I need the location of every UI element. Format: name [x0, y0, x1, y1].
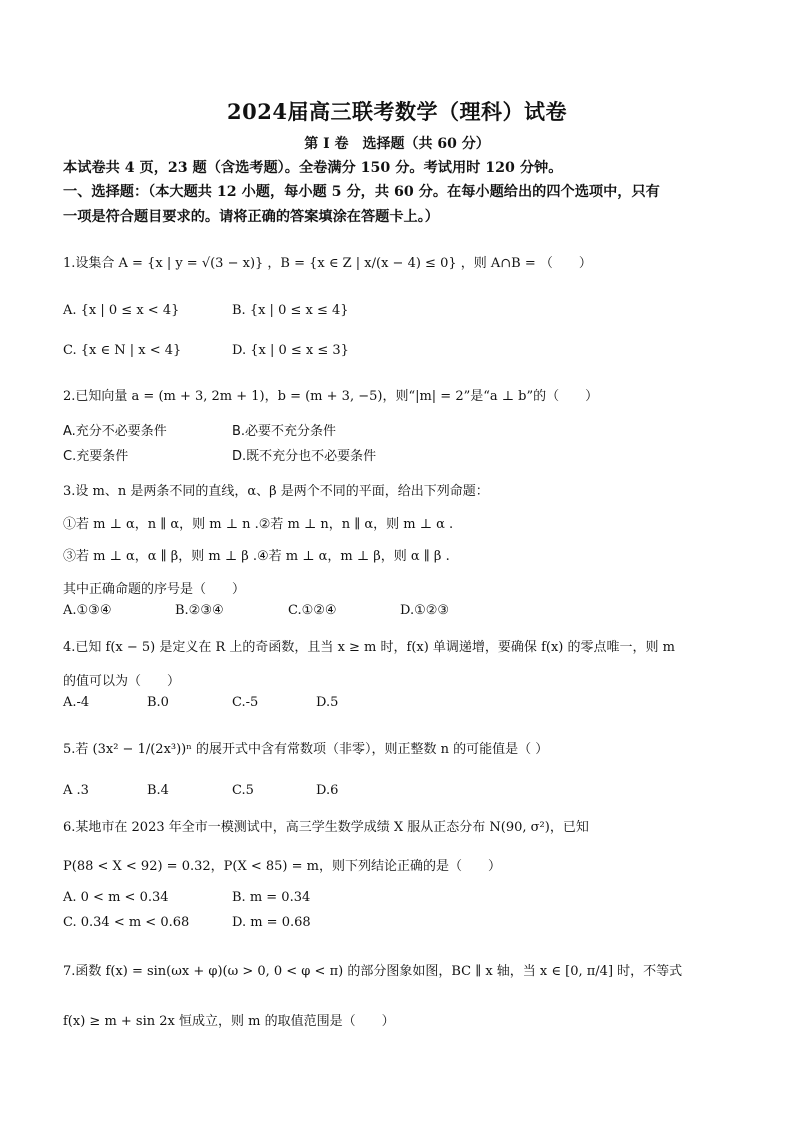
question-3-option-d[interactable]: D.①②③: [400, 603, 450, 618]
exam-subtitle: 第 I 卷 选择题（共 60 分）: [304, 136, 490, 152]
section-instructions-line1: 一、选择题：（本大题共 12 小题，每小题 5 分，共 60 分。在每小题给出的四个选项中，只有: [63, 184, 660, 200]
question-7-stem: 7.函数 f(x) = sin(ωx + φ)(ω > 0, 0 < φ < π) 的部分图象如图，BC ∥ x 轴，当 x ∈ [0, π/4] 时，不等式: [63, 964, 683, 979]
question-3-stem: 3.设 m、n 是两条不同的直线，α、β 是两个不同的平面，给出下列命题：: [63, 484, 489, 499]
question-1-option-a[interactable]: A. {x | 0 ≤ x < 4}: [63, 303, 180, 318]
question-7-stem-continued: f(x) ≥ m + sin 2x 恒成立，则 m 的取值范围是（ ）: [63, 1014, 395, 1029]
question-6-option-a[interactable]: A. 0 < m < 0.34: [63, 890, 169, 905]
question-3-propositions-2: ③若 m ⊥ α，α ∥ β，则 m ⊥ β .④若 m ⊥ α，m ⊥ β，则 α ∥ β .: [63, 549, 450, 564]
question-4-option-b[interactable]: B.0: [147, 695, 169, 710]
question-5-option-d[interactable]: D.6: [316, 783, 339, 798]
question-6-option-b[interactable]: B. m = 0.34: [232, 890, 311, 905]
question-1-option-d[interactable]: D. {x | 0 ≤ x ≤ 3}: [232, 343, 349, 358]
exam-info: 本试卷共 4 页，23 题（含选考题）。全卷满分 150 分。考试用时 120 分钟。: [63, 160, 563, 176]
question-3-propositions-1: ①若 m ⊥ α，n ∥ α，则 m ⊥ n .②若 m ⊥ n，n ∥ α，则 m ⊥ α .: [63, 517, 454, 532]
question-5-option-a[interactable]: A .3: [63, 783, 89, 798]
question-4-option-d[interactable]: D.5: [316, 695, 339, 710]
question-5-option-c[interactable]: C.5: [232, 783, 254, 798]
question-3-option-c[interactable]: C.①②④: [288, 603, 337, 618]
question-4-option-c[interactable]: C.-5: [232, 695, 259, 710]
question-4-stem-continued: 的值可以为（ ）: [63, 674, 181, 689]
question-6-stem-continued: P(88 < X < 92) = 0.32，P(X < 85) = m，则下列结论正确的是（ ）: [63, 859, 501, 874]
question-2-option-d[interactable]: D.既不充分也不必要条件: [232, 449, 377, 464]
question-4-option-a[interactable]: A.-4: [63, 695, 90, 710]
question-6-option-c[interactable]: C. 0.34 < m < 0.68: [63, 915, 190, 930]
question-1-option-b[interactable]: B. {x | 0 ≤ x ≤ 4}: [232, 303, 349, 318]
question-1-option-c[interactable]: C. {x ∈ N | x < 4}: [63, 343, 182, 358]
question-1-stem: 1.设集合 A = {x | y = √(3 − x)} ，B = {x ∈ Z | x/(x − 4) ≤ 0} ，则 A∩B = （ ）: [63, 256, 592, 271]
question-3-option-a[interactable]: A.①③④: [63, 603, 112, 618]
exam-title: 2024届高三联考数学（理科）试卷: [227, 99, 567, 124]
question-2-option-b[interactable]: B.必要不充分条件: [232, 424, 337, 439]
question-2-option-a[interactable]: A.充分不必要条件: [63, 424, 167, 439]
question-2-stem: 2.已知向量 a = (m + 3, 2m + 1)，b = (m + 3, −5)，则“|m| = 2”是“a ⊥ b”的（ ）: [63, 389, 599, 404]
question-3-prompt: 其中正确命题的序号是（ ）: [63, 582, 246, 597]
question-6-option-d[interactable]: D. m = 0.68: [232, 915, 311, 930]
question-5-option-b[interactable]: B.4: [147, 783, 169, 798]
question-2-option-c[interactable]: C.充要条件: [63, 449, 129, 464]
question-3-option-b[interactable]: B.②③④: [175, 603, 224, 618]
question-6-stem: 6.某地市在 2023 年全市一模测试中，高三学生数学成绩 X 服从正态分布 N(90, σ²)，已知: [63, 820, 589, 835]
question-5-stem: 5.若 (3x² − 1/(2x³))ⁿ 的展开式中含有常数项（非零），则正整数 n 的可能值是（ ）: [63, 742, 549, 757]
question-4-stem: 4.已知 f(x − 5) 是定义在 R 上的奇函数，且当 x ≥ m 时，f(x) 单调递增，要确保 f(x) 的零点唯一，则 m: [63, 640, 675, 655]
section-instructions-line2: 一项是符合题目要求的。请将正确的答案填涂在答题卡上。）: [63, 209, 439, 225]
